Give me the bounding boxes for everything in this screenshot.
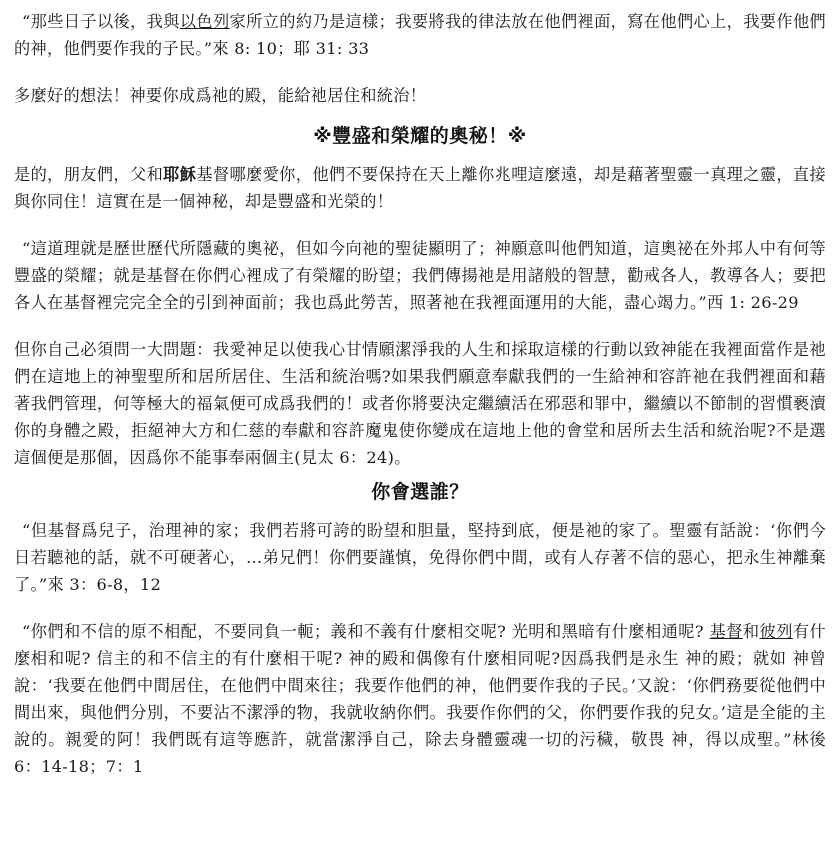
underlined-name-christ: 基督 <box>709 622 743 641</box>
underlined-name-belial: 彼列 <box>759 622 793 641</box>
heading-who-will-you-choose: 你會選誰？ <box>371 481 469 503</box>
paragraph-colossians-1-26: “這道理就是歷世歷代所隱藏的奧祕，但如今向祂的聖徒顯明了；神願意叫他們知道，這奧祕在外邦人中有何等豐盛的榮耀；就是基督在你們心裡成了有榮耀的盼望；我們傳揚祂是用諸般的智慧，勸戒各人，教導各人；要把各人在基督裡完完全全的引到神面前；我也爲此勞苦，照著祂在我裡面運用的大能，盡心竭力。”西 1: 26-29 <box>14 239 826 312</box>
heading-mystery-of-glory: ※豐盛和榮耀的奧秘！※ <box>313 125 527 147</box>
text-segment: 是的，朋友們，父和 <box>14 165 164 184</box>
text-segment: 基督哪麼愛你，他們不要保持在天上離你兆哩這麼遠，却是藉著聖靈一真理之靈，直接與你同住！這實在是一個神秘，却是豐盛和光榮的！ <box>14 165 826 211</box>
paragraph-big-question: 但你自己必須問一大問題：我愛神足以使我心甘情願潔淨我的人生和採取這樣的行動以致神能在我裡面當作是祂們在這地上的神聖聖所和居所居住、生活和統治嗎?如果我們願意奉獻我們的一生給神和容許祂在我們裡面和藉著我們管理，何等極大的福氣便可成爲我們的！或者你將要決定繼續活在邪惡和罪中，繼續以不節制的習慣褻瀆你的身體之殿，拒絕神大方和仁慈的奉獻和容許魔鬼使你變成在這地上他的會堂和居所去生活和統治呢?不是選這個便是那個，因爲你不能事奉兩個主(見太 6：24)。 <box>14 340 826 467</box>
text-segment: 有什麼相和呢? 信主的和不信主的有什麼相干呢? 神的殿和偶像有什麼相同呢?因爲我們是永生 神的殿；就如 神曾說：‘我要在他們中間居住，在他們中間來往；我要作他們的神，他們要作我的子民。’又說：‘你們務要從他們中間出來，與他們分別，不要沾不潔淨的物，我就收納你們。我要作你們的父，你們要作我的兒女。’這是全能的主說的。親愛的阿！我們既有這等應許，就當潔淨自己，除去身體靈魂一切的污穢，敬畏 神，得以成聖。”林後 6：14-18；7：1 <box>14 622 827 776</box>
paragraph-good-idea: 多麼好的想法！神要你成爲祂的殿，能給祂居住和統治！ <box>14 86 427 105</box>
underlined-name-israel: 以色列 <box>179 12 230 31</box>
text-segment: 家所立的約乃是這樣；我要將我的律法放在他們裡面，寫在他們心上，我要作他們的神，他們要作我的子民。”來 8: 10；耶 31: 33 <box>14 12 827 58</box>
paragraph-hebrews-3-6: “但基督爲兒子，治理神的家；我們若將可誇的盼望和胆量，堅持到底，便是祂的家了。聖靈有話說：‘你們今日若聽祂的話，就不可硬著心，…弟兄們！你們要謹慎，免得你們中間，或有人存著不信的惡心，把永生神離棄了。”來 3：6-8，12 <box>14 521 826 594</box>
bold-name-jesus: 耶穌 <box>163 165 197 184</box>
paragraph-yes-friends <box>14 161 826 215</box>
document-page <box>14 8 826 780</box>
paragraph-2-corinthians-6-14 <box>14 618 826 780</box>
text-segment: “你們和不信的原不相配，不要同負一軛；義和不義有什麼相交呢? 光明和黑暗有什麼相通呢? <box>22 622 710 641</box>
paragraph-hebrews-8-10 <box>14 8 826 62</box>
text-segment: 和 <box>742 622 760 641</box>
text-segment: “那些日子以後，我與 <box>22 12 180 31</box>
